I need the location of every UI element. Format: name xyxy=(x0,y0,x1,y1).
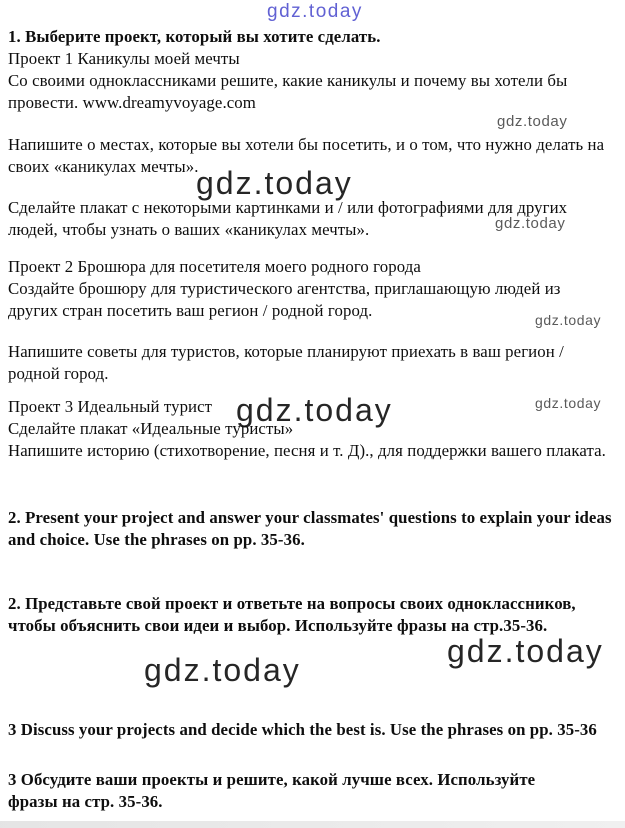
watermark-large-bottom-right: gdz.today xyxy=(447,633,604,669)
project1-step3: Сделайте плакат с некоторыми картинками и / или фотографиями для других людей, чтобы узнать о ваших «каникулах мечты». xyxy=(8,198,568,239)
project2-title: Проект 2 Брошюра для посетителя моего родного города xyxy=(8,257,421,276)
scan-edge-shadow xyxy=(0,821,625,828)
task1-block xyxy=(8,26,612,114)
task1-heading: 1. Выберите проект, который вы хотите сделать. xyxy=(8,27,381,46)
project1-intro: Со своими одноклассниками решите, какие каникулы и почему вы хотели бы провести. www.dreamyvoyage.com xyxy=(8,71,568,112)
watermark-small-3: gdz.today xyxy=(535,312,602,328)
project3-step1: Сделайте плакат «Идеальные туристы» xyxy=(8,419,294,438)
project3-block xyxy=(8,396,612,462)
watermark-top-blue: gdz.today xyxy=(267,1,363,22)
task3-russian: 3 Обсудите ваши проекты и решите, какой лучше всех. Используйте фразы на стр. 35-36. xyxy=(8,770,536,811)
task2-english: 2. Present your project and answer your classmates' questions to explain your ideas and choice. Use the phrases on pp. 35-36. xyxy=(8,508,612,549)
watermark-large-bottom-left: gdz.today xyxy=(144,652,301,688)
project1-step2: Напишите о местах, которые вы хотели бы посетить, и о том, что нужно делать на своих «каникулах мечты». xyxy=(8,135,605,176)
watermark-small-2: gdz.today xyxy=(495,215,566,232)
watermark-large-project3: gdz.today xyxy=(236,392,393,428)
task3-english: 3 Discuss your projects and decide which the best is. Use the phrases on pp. 35-36 xyxy=(8,720,597,739)
project2-step2: Напишите советы для туристов, которые планируют приехать в ваш регион / родной город. xyxy=(8,342,564,383)
watermark-small-4: gdz.today xyxy=(535,395,602,411)
watermark-large-center: gdz.today xyxy=(196,165,353,201)
project3-step2: Напишите историю (стихотворение, песня и т. Д)., для поддержки вашего плаката. xyxy=(8,441,606,460)
project2-block xyxy=(8,256,612,322)
project3-title: Проект 3 Идеальный турист xyxy=(8,397,213,416)
project1-title: Проект 1 Каникулы моей мечты xyxy=(8,49,240,68)
task2-russian: 2. Представьте свой проект и ответьте на вопросы своих одноклассников, чтобы объяснить свои идеи и выбор. Используйте фразы на стр.35-36. xyxy=(8,594,576,635)
watermark-small-1: gdz.today xyxy=(497,113,568,130)
project2-intro: Создайте брошюру для туристического агентства, приглашающую людей из других стран посетить ваш регион / родной город. xyxy=(8,279,561,320)
